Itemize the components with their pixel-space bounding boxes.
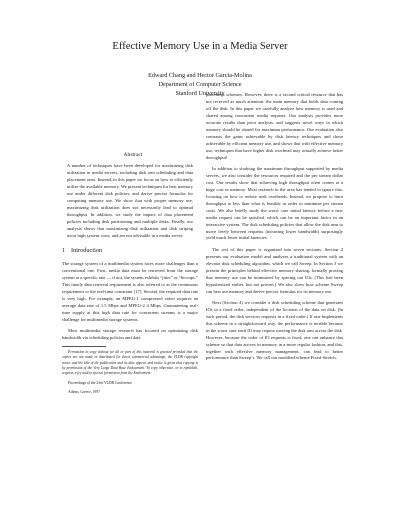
body-paragraph: The rest of this paper is organized into seven sections. Section 2 presents our evaluation model and analyzes a traditional system with an elevator disk scheduling algorithm, which we call Sweep. In Section 3 we present the principles behind effective memory sharing, formally proving that memory use can be minimized by spacing out IOs. (This had been hypothesized earlier, but not proven.) We also show how scheme Sweep can best use memory and derive precise formulas for its memory use. [206,246,343,294]
abstract-heading: Abstract [123,152,143,158]
footnote-divider [62,346,106,347]
conference-proceedings: Proceedings of the 23rd VLDB Conference [68,380,132,385]
section-number: 1 [62,246,66,254]
body-paragraph: In addition to studying the maximum throughput supported by media servers, we also consider the resources required and the per stream dollar cost. Our results show that achieving high throughput often comes at a huge cost in memory. Most research in the area has tended to ignore this, focusing on how to reduce seek overheads. Instead, we propose to limit throughput to less than what is feasible in order to minimize per stream costs. We also briefly study the worst case initial latency before a new media request can be satisfied, which can be an important factor in an interactive system. The disk scheduling policies that allow the disk arm to move freely between requests (incurring lower bandwidth) surprisingly yield much lower initial latencies. [206,165,343,241]
intro-paragraph: Most multimedia storage research has focused on optimizing disk bandwidth via scheduling policies and data [62,327,198,340]
left-column [62,151,198,400]
section-heading-introduction [62,246,198,255]
author-department: Department of Computer Science [158,80,242,88]
intro-paragraph: The storage system of a multimedia system faces more challenges than a conventional one. First, media data must be retrieved from the storage system at a specific rate — if not, the system exhibits “jitter” or “hiccups.” This timely data retrieval requirement is also referred to as the continuous requirement or the real-time constraint [17]. Second, the required data rate is very high. For example, an MPEG-1 compressed video requires an average data rate of 1.5 Mbps and MPEG-2 4 Mbps. Guaranteeing real-time supply at this high data rate for concurrent streams is a major challenge for multimedia storage systems. [62,260,198,322]
author-university: Stanford University [175,89,225,97]
author-names: Edward Chang and Hector Garcia-Molina [148,72,252,79]
body-paragraph: placement schemes. However, there is a second critical resource that has not received as much attention: the main memory that holds data coming off the disk. In this paper we carefully analyze how memory is used and shared among concurrent media requests. Our analysis provides more accurate results than prior analysis, and suggests novel ways in which memory should be shared for maximum performance. Our evaluation also contrasts the gains achievable by disk latency techniques and those achievable by efficient memory use, and shows that with effective memory use, techniques that have higher disk overhead may actually achieve better throughput! [206,92,343,160]
right-column [206,92,343,367]
paper-title: Effective Memory Use in a Media Server [112,41,288,52]
abstract-text: A number of techniques have been developed for maximizing disk utilization in media servers, including disk arm scheduling and data placement ones. Instead, in this paper we focus on how to efficiently utilize the available memory. We present techniques for best memory use under different disk policies, and derive precise formulas for computing memory use. We show that with proper memory use, maximizing disk utilization does not necessarily lead to optimal throughput. In addition, we study the impact of data placement policies including disk partitioning and multiple disks. Finally, our analysis shows that maximizing disk utilization and disk striping incur high system costs, and are not advisable in a media server. [67,163,193,238]
conference-location: Athens, Greece, 1997 [68,390,100,395]
abstract-section [62,163,198,239]
section-title: Introduction [71,246,103,254]
copyright-permission-notice: Permission to copy without fee all or part of this material is granted provided that the copies are not made or distributed for direct commercial advantage, the VLDB copyright notice and the title of the publication and its date appear, and notice is given that copying is by permission of the Very Large Data Base Endowment. To copy otherwise, or to republish, requires a fee and/or special permission from the Endowment. [62,350,198,375]
body-paragraph: Next (Section 4) we consider a disk scheduling scheme that generates IOs in a fixed order, independent of the location of the data on disk. (In each period, the disk services requests in a fixed order.) If one implements this scheme in a straightforward way, the performance is terrible because in the worst case each IO may require moving the disk arm across the disk. However, because the order of IO requests is fixed, one can enhance this scheme so that data arrives in memory in a more regular fashion, and this, together with effective memory management, can lead to better performance than Sweep’s. We call our modified scheme Fixed-Stretch, [206,299,343,361]
